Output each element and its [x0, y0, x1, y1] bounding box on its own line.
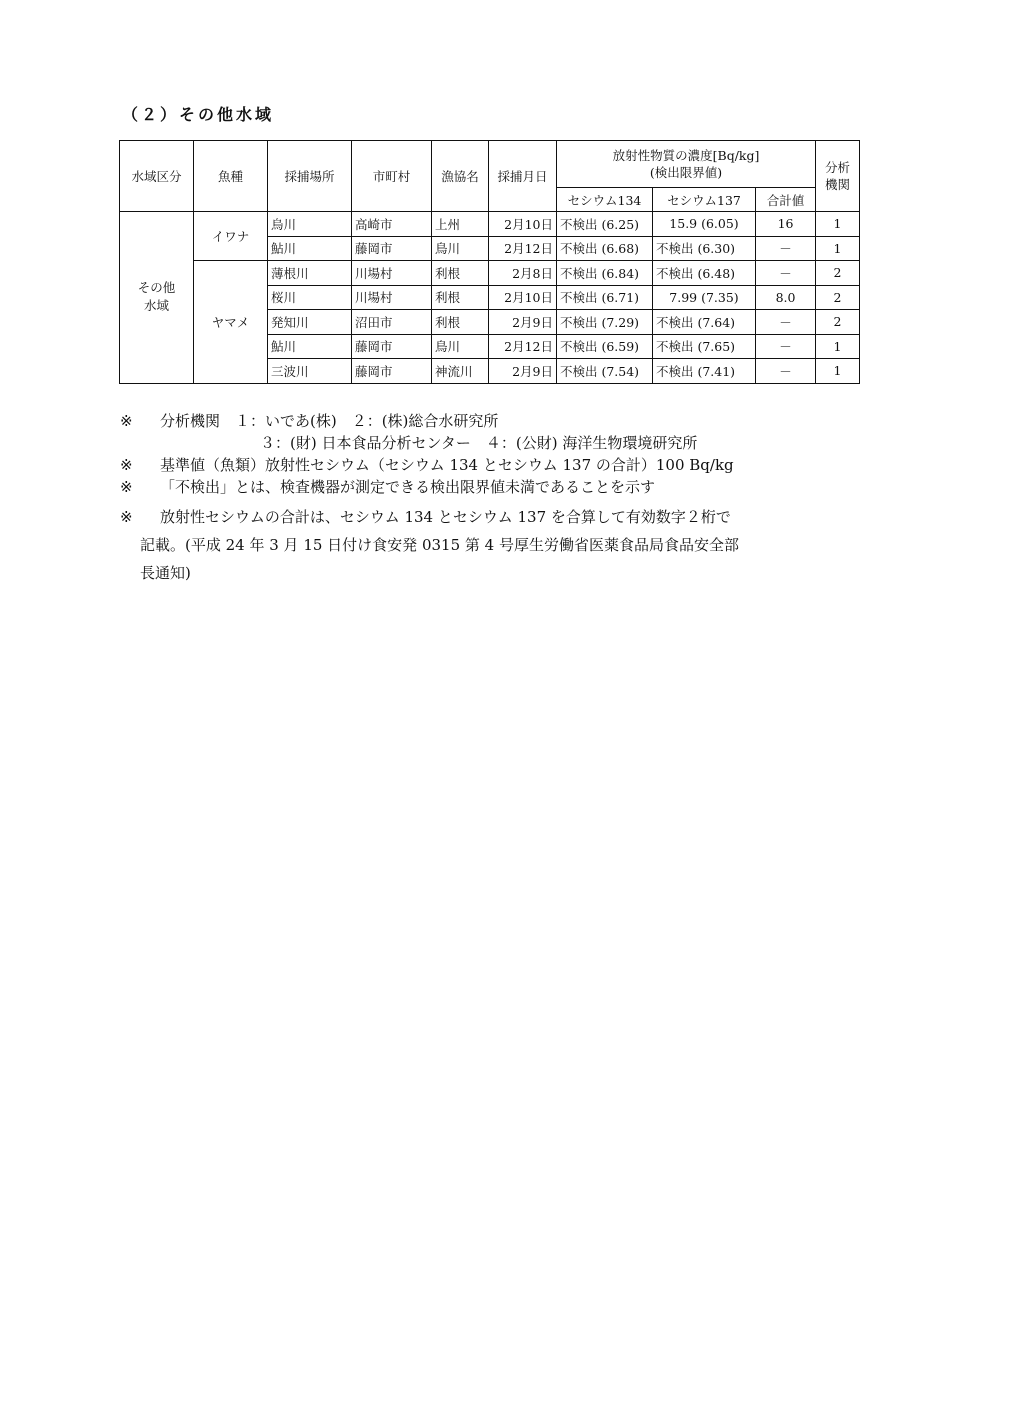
cell-lab: 2 — [816, 261, 860, 286]
area-cell: その他水域 — [120, 212, 194, 384]
note-total-line2: 記載。(平成 24 年 3 月 15 日付け食安発 0315 第 4 号厚生労働省医薬食品局食品安全部 — [140, 536, 739, 554]
note-total — [120, 506, 890, 528]
cell-cs134: 不検出 (6.84) — [557, 261, 653, 286]
cell-date: 2月8日 — [489, 261, 557, 286]
note-not-detected — [120, 476, 890, 498]
cell-cs134: 不検出 (6.71) — [557, 285, 653, 310]
cell-cs134: 不検出 (7.54) — [557, 359, 653, 384]
cell-city: 藤岡市 — [352, 359, 432, 384]
header-cs137: セシウム137 — [653, 188, 756, 212]
note-labs-line1: 分析機関 １：いであ(株) ２：(株)総合水研究所 — [160, 412, 499, 430]
species-yamame: ヤマメ — [194, 261, 268, 384]
note-labs — [120, 410, 890, 432]
note-standard — [120, 454, 890, 476]
cell-date: 2月12日 — [489, 334, 557, 359]
cell-lab: 1 — [816, 212, 860, 237]
cell-city: 藤岡市 — [352, 334, 432, 359]
cell-date: 2月10日 — [489, 212, 557, 237]
cell-lab: 1 — [816, 334, 860, 359]
cell-date: 2月12日 — [489, 236, 557, 261]
cell-location: 鮎川 — [268, 334, 352, 359]
cell-coop: 上州 — [432, 212, 489, 237]
cell-city: 沼田市 — [352, 310, 432, 335]
note-labs-line2: ３：(財) 日本食品分析センター ４：(公財) 海洋生物環境研究所 — [260, 434, 698, 452]
header-date: 採捕月日 — [489, 141, 557, 212]
header-area: 水域区分 — [120, 141, 194, 212]
cell-total: － — [756, 359, 816, 384]
cell-cs134: 不検出 (7.29) — [557, 310, 653, 335]
note-total-line3: 長通知) — [140, 564, 191, 582]
header-city: 市町村 — [352, 141, 432, 212]
species-iwana: イワナ — [194, 212, 268, 261]
cell-coop: 利根 — [432, 285, 489, 310]
note-mark: ※ — [120, 412, 133, 430]
header-species: 魚種 — [194, 141, 268, 212]
cell-date: 2月9日 — [489, 359, 557, 384]
cell-cs137: 15.9 (6.05) — [653, 212, 756, 237]
cell-cs137: 不検出 (6.48) — [653, 261, 756, 286]
cell-location: 薄根川 — [268, 261, 352, 286]
cell-coop: 鳥川 — [432, 236, 489, 261]
cell-location: 発知川 — [268, 310, 352, 335]
cell-location: 烏川 — [268, 212, 352, 237]
cell-coop: 利根 — [432, 310, 489, 335]
cell-coop: 鳥川 — [432, 334, 489, 359]
cell-cs137: 7.99 (7.35) — [653, 285, 756, 310]
note-not-detected-text: 「不検出」とは、検査機器が測定できる検出限界値未満であることを示す — [160, 478, 656, 496]
note-mark: ※ — [120, 478, 133, 496]
cell-coop: 利根 — [432, 261, 489, 286]
note-total-line1: 放射性セシウムの合計は、セシウム 134 とセシウム 137 を合算して有効数字２桁で — [160, 508, 731, 526]
cell-lab: 2 — [816, 285, 860, 310]
cell-total: 8.0 — [756, 285, 816, 310]
header-location: 採捕場所 — [268, 141, 352, 212]
header-lab: 分析機関 — [816, 141, 860, 212]
cell-location: 鮎川 — [268, 236, 352, 261]
cell-total: － — [756, 334, 816, 359]
header-concentration — [557, 141, 816, 188]
cell-city: 川場村 — [352, 285, 432, 310]
cell-cs134: 不検出 (6.25) — [557, 212, 653, 237]
cell-date: 2月10日 — [489, 285, 557, 310]
note-mark: ※ — [120, 456, 133, 474]
cell-lab: 2 — [816, 310, 860, 335]
footnotes — [120, 410, 890, 584]
cell-total: － — [756, 310, 816, 335]
cell-location: 三波川 — [268, 359, 352, 384]
cell-total: － — [756, 261, 816, 286]
cell-cs134: 不検出 (6.68) — [557, 236, 653, 261]
section-heading: （２）その他水域 — [122, 105, 275, 124]
cell-cs137: 不検出 (6.30) — [653, 236, 756, 261]
header-detection-limit: (検出限界値) — [649, 165, 723, 180]
note-standard-text: 基準値（魚類）放射性セシウム（セシウム 134 とセシウム 137 の合計）100 Bq/kg — [160, 456, 734, 474]
note-mark: ※ — [120, 508, 133, 526]
header-cs134: セシウム134 — [557, 188, 653, 212]
radioactivity-table — [119, 140, 860, 384]
cell-city: 藤岡市 — [352, 236, 432, 261]
cell-total: － — [756, 236, 816, 261]
header-concentration-title: 放射性物質の濃度[Bq/kg] — [612, 148, 760, 163]
cell-cs134: 不検出 (6.59) — [557, 334, 653, 359]
header-total: 合計値 — [756, 188, 816, 212]
cell-location: 桜川 — [268, 285, 352, 310]
cell-city: 川場村 — [352, 261, 432, 286]
header-coop: 漁協名 — [432, 141, 489, 212]
cell-city: 高崎市 — [352, 212, 432, 237]
cell-cs137: 不検出 (7.65) — [653, 334, 756, 359]
cell-total: 16 — [756, 212, 816, 237]
cell-date: 2月9日 — [489, 310, 557, 335]
cell-cs137: 不検出 (7.64) — [653, 310, 756, 335]
cell-coop: 神流川 — [432, 359, 489, 384]
cell-lab: 1 — [816, 359, 860, 384]
cell-lab: 1 — [816, 236, 860, 261]
cell-cs137: 不検出 (7.41) — [653, 359, 756, 384]
